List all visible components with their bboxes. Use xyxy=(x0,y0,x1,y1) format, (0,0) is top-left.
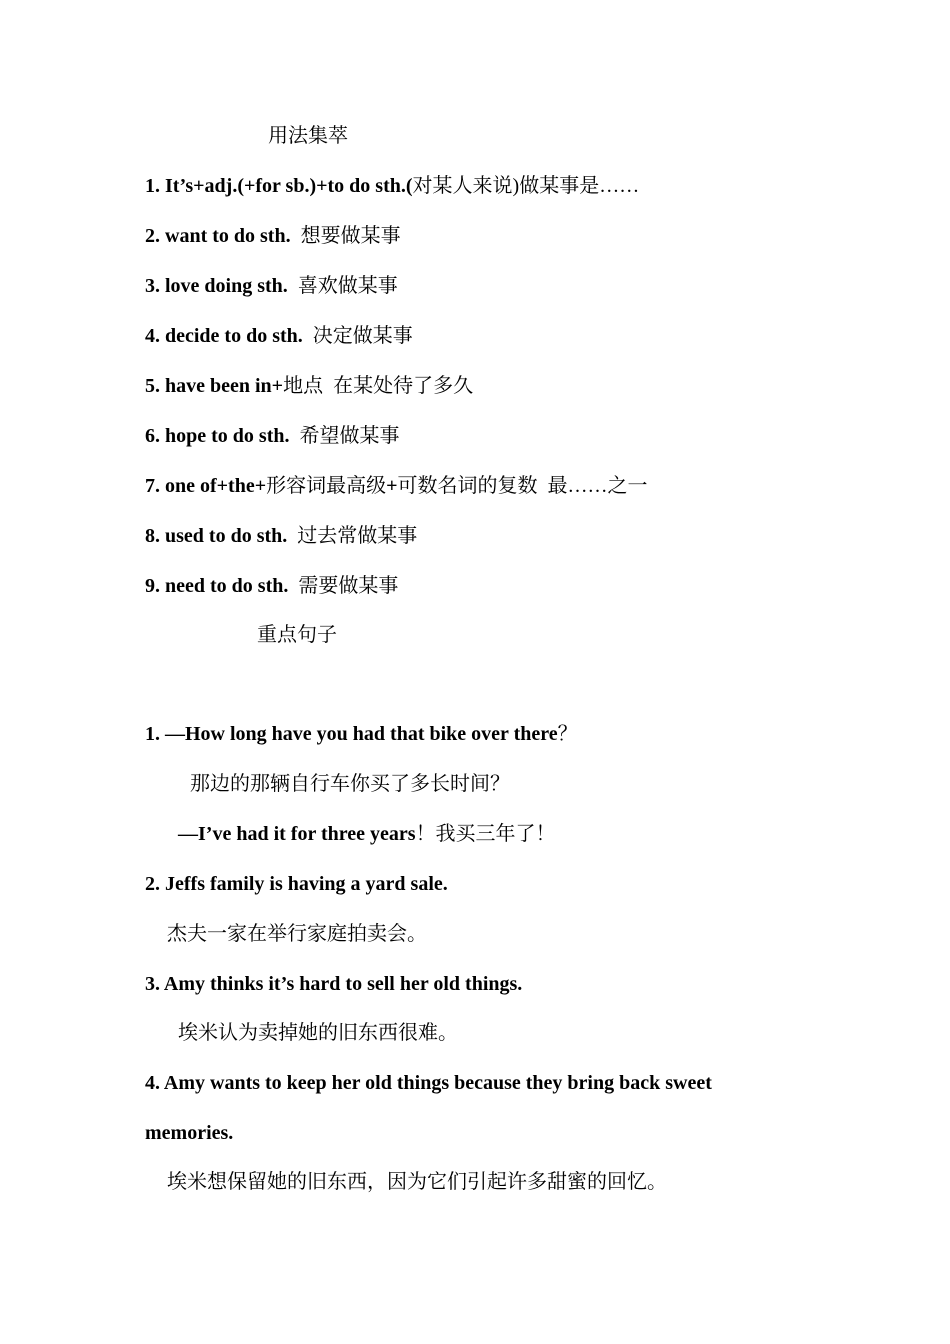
usage-item-cn: 形容词最高级 xyxy=(266,475,387,497)
usage-item-1 xyxy=(145,174,639,198)
sentences-heading: 重点句子 xyxy=(257,624,337,646)
usage-item-en: 8. used to do sth. xyxy=(145,525,288,547)
usage-item-6 xyxy=(145,424,399,448)
usage-item-cn: 喜欢做某事 xyxy=(297,275,398,297)
usage-item-cn: 决定做某事 xyxy=(312,325,413,347)
usage-item-en: 1. It’s+adj.(+for sb.)+to do sth.( xyxy=(145,175,413,197)
usage-item-cn: 希望做某事 xyxy=(299,425,400,447)
usage-item-2 xyxy=(145,224,401,248)
sentence-2-en: 2. Jeffs family is having a yard sale. xyxy=(145,873,448,895)
usage-item-en: 6. hope to do sth. xyxy=(145,425,290,447)
usage-item-en: 3. love doing sth. xyxy=(145,275,288,297)
sentence-en: —I’ve had it for three years xyxy=(178,823,416,845)
usage-item-cn: 可数名词的复数 最……之一 xyxy=(397,475,648,497)
sentence-en: 1. —How long have you had that bike over there xyxy=(145,723,558,745)
usage-heading: 用法集萃 xyxy=(268,125,348,147)
usage-item-cn: 需要做某事 xyxy=(298,575,399,597)
sentence-1-answer xyxy=(178,822,556,846)
usage-item-plus: + xyxy=(386,475,398,497)
sentence-2-cn: 杰夫一家在举行家庭拍卖会。 xyxy=(167,923,427,945)
usage-item-en: 9. need to do sth. xyxy=(145,575,289,597)
usage-item-en: 7. one of+the+ xyxy=(145,475,267,497)
sentence-4-en-line1: 4. Amy wants to keep her old things because they bring back sweet xyxy=(145,1072,712,1094)
usage-item-8 xyxy=(145,524,417,548)
usage-item-cn: 对某人来说)做某事是…… xyxy=(412,175,640,197)
usage-item-cn: 想要做某事 xyxy=(300,225,401,247)
sentence-1-translation: 那边的那辆自行车你买了多长时间？ xyxy=(190,773,510,795)
usage-item-en: 5. have been in+ xyxy=(145,375,284,397)
sentence-4-en-line2: memories. xyxy=(145,1122,234,1144)
usage-item-en: 2. want to do sth. xyxy=(145,225,291,247)
usage-item-4 xyxy=(145,324,413,348)
sentence-4-cn: 埃米想保留她的旧东西，因为它们引起许多甜蜜的回忆。 xyxy=(167,1171,667,1193)
sentence-3-en: 3. Amy thinks it’s hard to sell her old things. xyxy=(145,973,523,995)
usage-item-en: 4. decide to do sth. xyxy=(145,325,303,347)
usage-item-5 xyxy=(145,374,473,398)
usage-item-cn: 地点 在某处待了多久 xyxy=(283,375,474,397)
sentence-3-cn: 埃米认为卖掉她的旧东西很难。 xyxy=(178,1022,458,1044)
usage-item-7 xyxy=(145,474,648,498)
sentence-cn: ！我买三年了！ xyxy=(415,823,556,845)
usage-item-9 xyxy=(145,574,398,598)
sentence-punct: ？ xyxy=(557,723,578,745)
usage-item-cn: 过去常做某事 xyxy=(297,525,418,547)
sentence-1-question xyxy=(145,722,578,746)
usage-item-3 xyxy=(145,274,398,298)
